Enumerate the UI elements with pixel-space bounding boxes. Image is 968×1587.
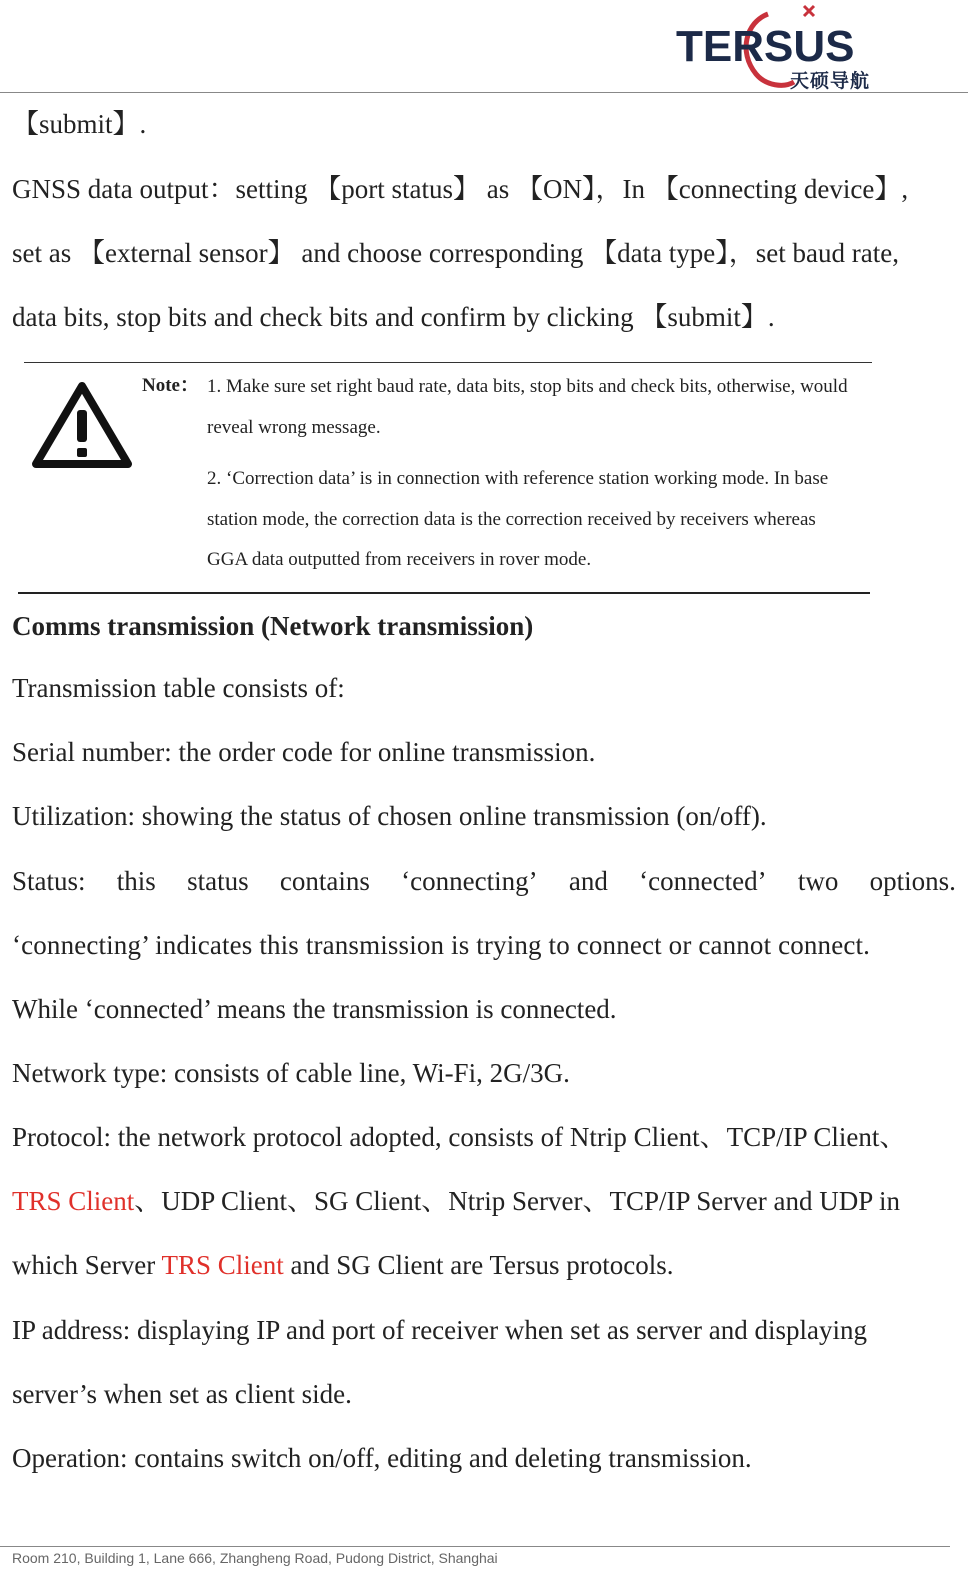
trs-client-highlight: TRS Client: [12, 1186, 135, 1216]
note-line-3: 2. ‘Correction data’ is in connection with reference station working mode. In base: [207, 468, 829, 489]
submit-line: 【submit】.: [12, 109, 147, 139]
status-line-2: ‘connecting’ indicates this transmission is trying to connect or cannot connect.: [12, 930, 871, 960]
status-line-3: While ‘connected’ means the transmission is connected.: [12, 994, 617, 1024]
status-word: status: [187, 866, 249, 896]
protocol-line-3: [12, 1233, 674, 1297]
note-line-2: reveal wrong message.: [207, 417, 381, 438]
gnss-output-line-1: GNSS data output：setting 【port status】 as 【ON】，In 【connecting device】,: [12, 174, 909, 204]
protocol-line-2-rest: 、UDP Client、SG Client、Ntrip Server、TCP/IP Server and UDP in: [134, 1186, 900, 1216]
note-divider-top: [24, 362, 872, 363]
note-line-5: GGA data outputted from receivers in rover mode.: [207, 549, 592, 570]
status-word: two: [797, 866, 839, 896]
protocol-line-2: [12, 1169, 900, 1233]
ip-address-line-1: IP address: displaying IP and port of receiver when set as server and displaying: [12, 1315, 868, 1345]
gnss-output-line-3: data bits, stop bits and check bits and confirm by clicking 【submit】.: [12, 302, 775, 332]
table-intro: Transmission table consists of:: [12, 673, 345, 703]
company-logo: [676, 2, 872, 90]
trs-client-highlight: TRS Client: [161, 1250, 284, 1280]
protocol-line-1: Protocol: the network protocol adopted, consists of Ntrip Client、TCP/IP Client、: [12, 1122, 907, 1152]
logo-wordmark: TERSUS: [676, 22, 855, 71]
protocol-line-3-post: and SG Client are Tersus protocols.: [283, 1250, 674, 1280]
protocol-line-3-pre: which Server: [12, 1250, 162, 1280]
utilization-desc: Utilization: showing the status of chosen online transmission (on/off).: [12, 801, 767, 831]
warning-icon: [30, 378, 134, 472]
status-word: and: [568, 866, 608, 896]
gnss-output-line-2: set as 【external sensor】 and choose corresponding 【data type】，set baud rate,: [12, 238, 899, 268]
status-line-1: [12, 849, 956, 913]
ip-address-line-2: server’s when set as client side.: [12, 1379, 352, 1409]
status-word: options.: [869, 866, 956, 896]
status-word: contains: [279, 866, 370, 896]
note-label: Note：: [142, 375, 199, 396]
note-divider-bottom: [18, 592, 870, 594]
status-word: ‘connecting’: [401, 866, 538, 896]
note-line-1: 1. Make sure set right baud rate, data bits, stop bits and check bits, otherwise, would: [207, 376, 848, 397]
footer-address: Room 210, Building 1, Lane 666, Zhangheng Road, Pudong District, Shanghai: [12, 1550, 498, 1566]
serial-number-desc: Serial number: the order code for online transmission.: [12, 737, 596, 767]
status-word: this: [116, 866, 156, 896]
operation-desc: Operation: contains switch on/off, editing and deleting transmission.: [12, 1443, 752, 1473]
status-word: ‘connected’: [639, 866, 767, 896]
logo-chinese-name: 天硕导航: [790, 70, 871, 92]
status-word: Status:: [12, 866, 86, 896]
section-title: Comms transmission (Network transmission): [12, 611, 534, 641]
note-line-4: station mode, the correction data is the correction received by receivers whereas: [207, 509, 816, 530]
footer-divider: [0, 1546, 950, 1547]
network-type-desc: Network type: consists of cable line, Wi-Fi, 2G/3G.: [12, 1058, 570, 1088]
